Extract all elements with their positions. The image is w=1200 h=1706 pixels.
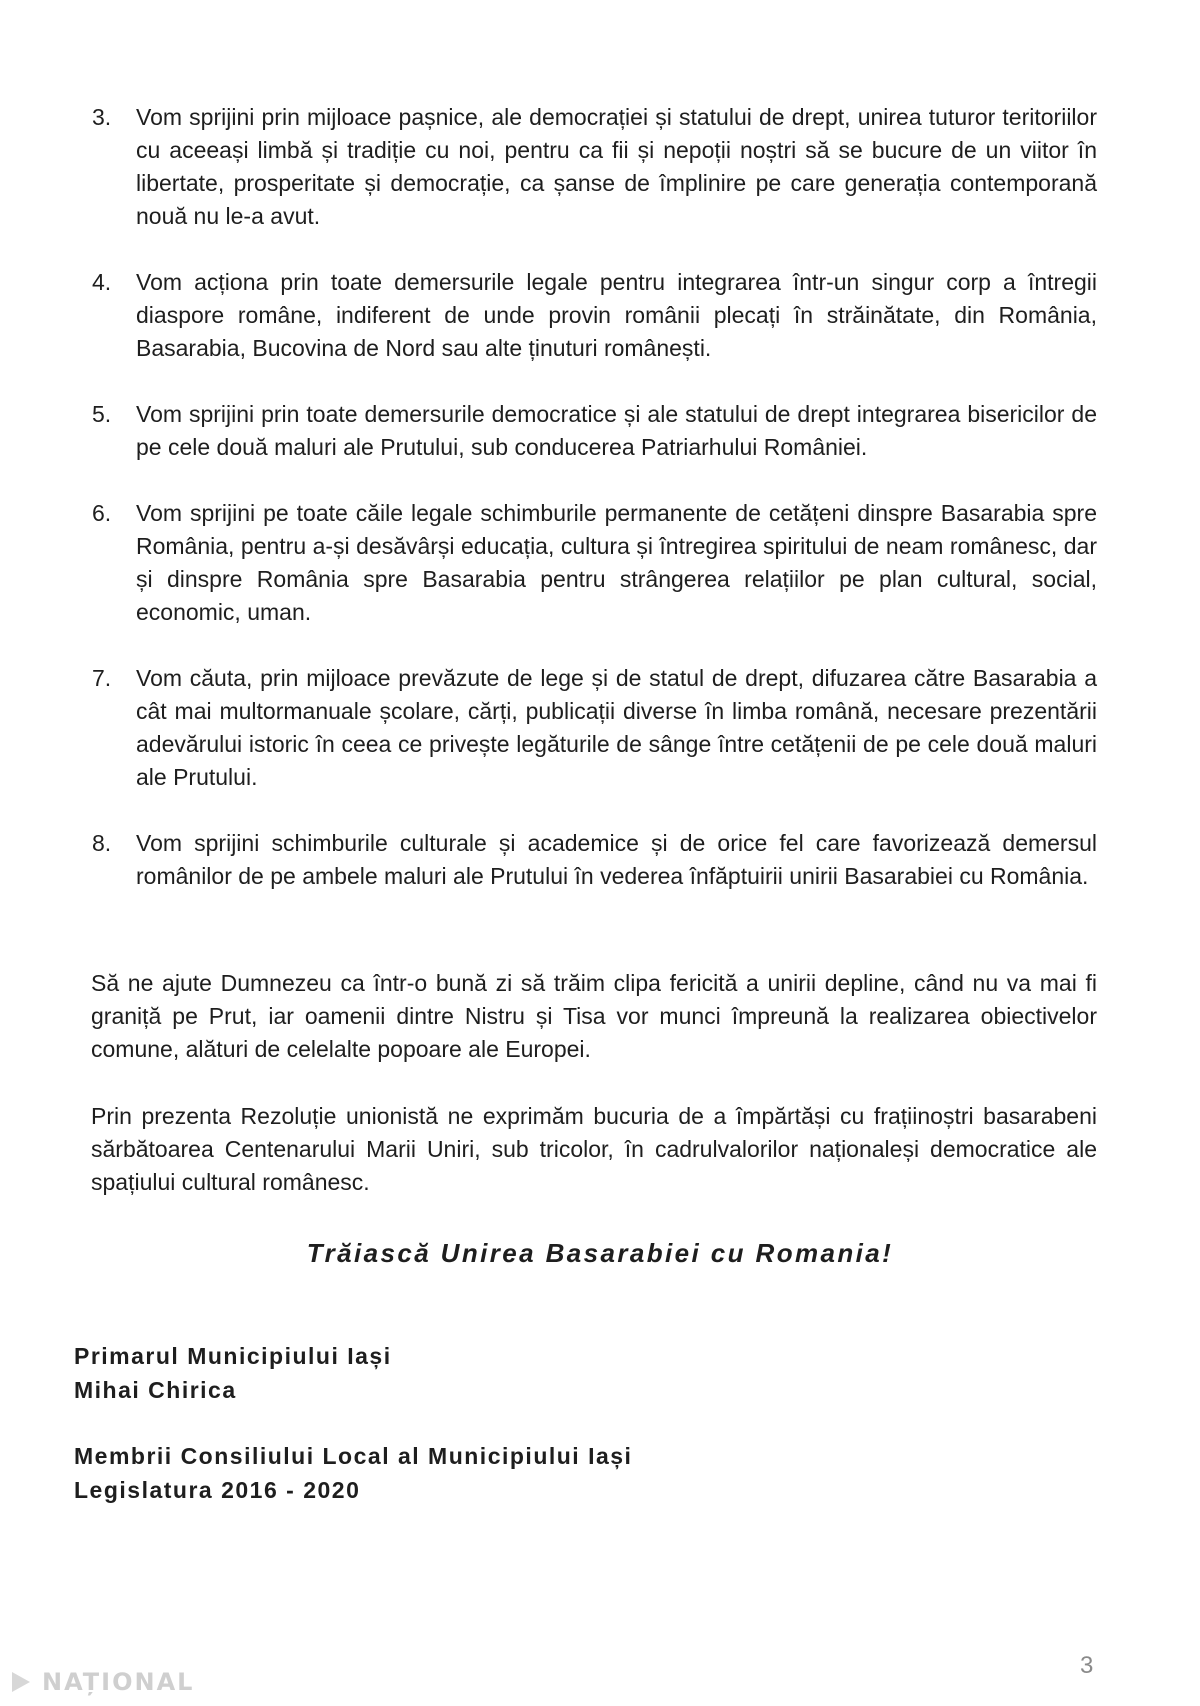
- list-item: [92, 266, 1097, 365]
- item-text: Vom acționa prin toate demersurile legale pentru integrarea într-un singur corp a întregii diaspore române, indiferent de unde provin românii plecați în străinătate, din România, Basarabia, Bucovina de Nord sau alte ținuturi românești.: [136, 269, 1097, 361]
- item-number: 3.: [92, 104, 112, 130]
- watermark-logo: [10, 1668, 194, 1696]
- list-item: [92, 101, 1097, 233]
- item-number: 8.: [92, 830, 112, 856]
- mayor-title: Primarul Municipiului Iași: [74, 1343, 392, 1369]
- item-number: 4.: [92, 269, 112, 295]
- resolution-paragraph: Prin prezenta Rezoluție unionistă ne exprimăm bucuria de a împărtăși cu frațiinoștri basarabeni sărbătoarea Centenarului Marii Uniri, sub tricolor, în cadrulvalorilor naționaleși democratice ale spațiului cultural românesc.: [91, 1103, 1097, 1195]
- watermark-text: NAȚIONAL: [42, 1668, 195, 1696]
- list-item: [92, 497, 1097, 629]
- closing-paragraph: Să ne ajute Dumnezeu ca într-o bună zi să trăim clipa fericită a unirii depline, când nu va mai fi graniță pe Prut, iar oamenii dintre Nistru și Tisa vor munci împreună la realizarea obiectivelor comune, alături de celelalte popoare ale Europei.: [91, 970, 1097, 1062]
- list-item: [92, 398, 1097, 464]
- item-number: 6.: [92, 500, 112, 526]
- item-text: Vom sprijini schimburile culturale și academice și de orice fel care favorizează demersul românilor de pe ambele maluri ale Prutului în vederea înfăptuirii unirii Basarabiei cu România.: [136, 830, 1097, 889]
- numbered-list: [92, 101, 1097, 926]
- item-number: 7.: [92, 665, 112, 691]
- slogan: Trăiască Unirea Basarabiei cu Romania!: [306, 1238, 894, 1268]
- list-item: [92, 827, 1097, 893]
- item-text: Vom sprijini pe toate căile legale schimburile permanente de cetățeni dinspre Basarabia spre România, pentru a-și desăvârși educația, cultura și întregirea spiritului de neam românesc, dar și dinspre România spre Basarabia pentru strângerea relațiilor pe plan cultural, social, economic, uman.: [136, 500, 1097, 625]
- list-item: [92, 662, 1097, 794]
- item-text: Vom căuta, prin mijloace prevăzute de lege și de statul de drept, difuzarea către Basarabia a cât mai multormanuale școlare, cărți, publicații diverse în limba română, necesare prezentării adevărului istoric în ceea ce privește legăturile de sânge între cetățenii de pe cele două maluri ale Prutului.: [136, 665, 1097, 790]
- page-number: 3: [1080, 1652, 1094, 1679]
- play-triangle-icon: [10, 1670, 34, 1694]
- item-number: 5.: [92, 401, 112, 427]
- council-term: Legislatura 2016 - 2020: [74, 1477, 361, 1503]
- item-text: Vom sprijini prin mijloace pașnice, ale democrației și statului de drept, unirea tuturor teritoriilor cu aceeași limbă și tradiție cu noi, pentru ca fii și nepoții noștri să se bucure de un viitor în libertate, prosperitate și democrație, ca șanse de împlinire pe care generația contemporană nouă nu le-a avut.: [136, 104, 1097, 229]
- mayor-name: Mihai Chirica: [74, 1377, 237, 1403]
- council-title: Membrii Consiliului Local al Municipiului Iași: [74, 1443, 633, 1469]
- item-text: Vom sprijini prin toate demersurile democratice și ale statului de drept integrarea bisericilor de pe cele două maluri ale Prutului, sub conducerea Patriarhului României.: [136, 401, 1097, 460]
